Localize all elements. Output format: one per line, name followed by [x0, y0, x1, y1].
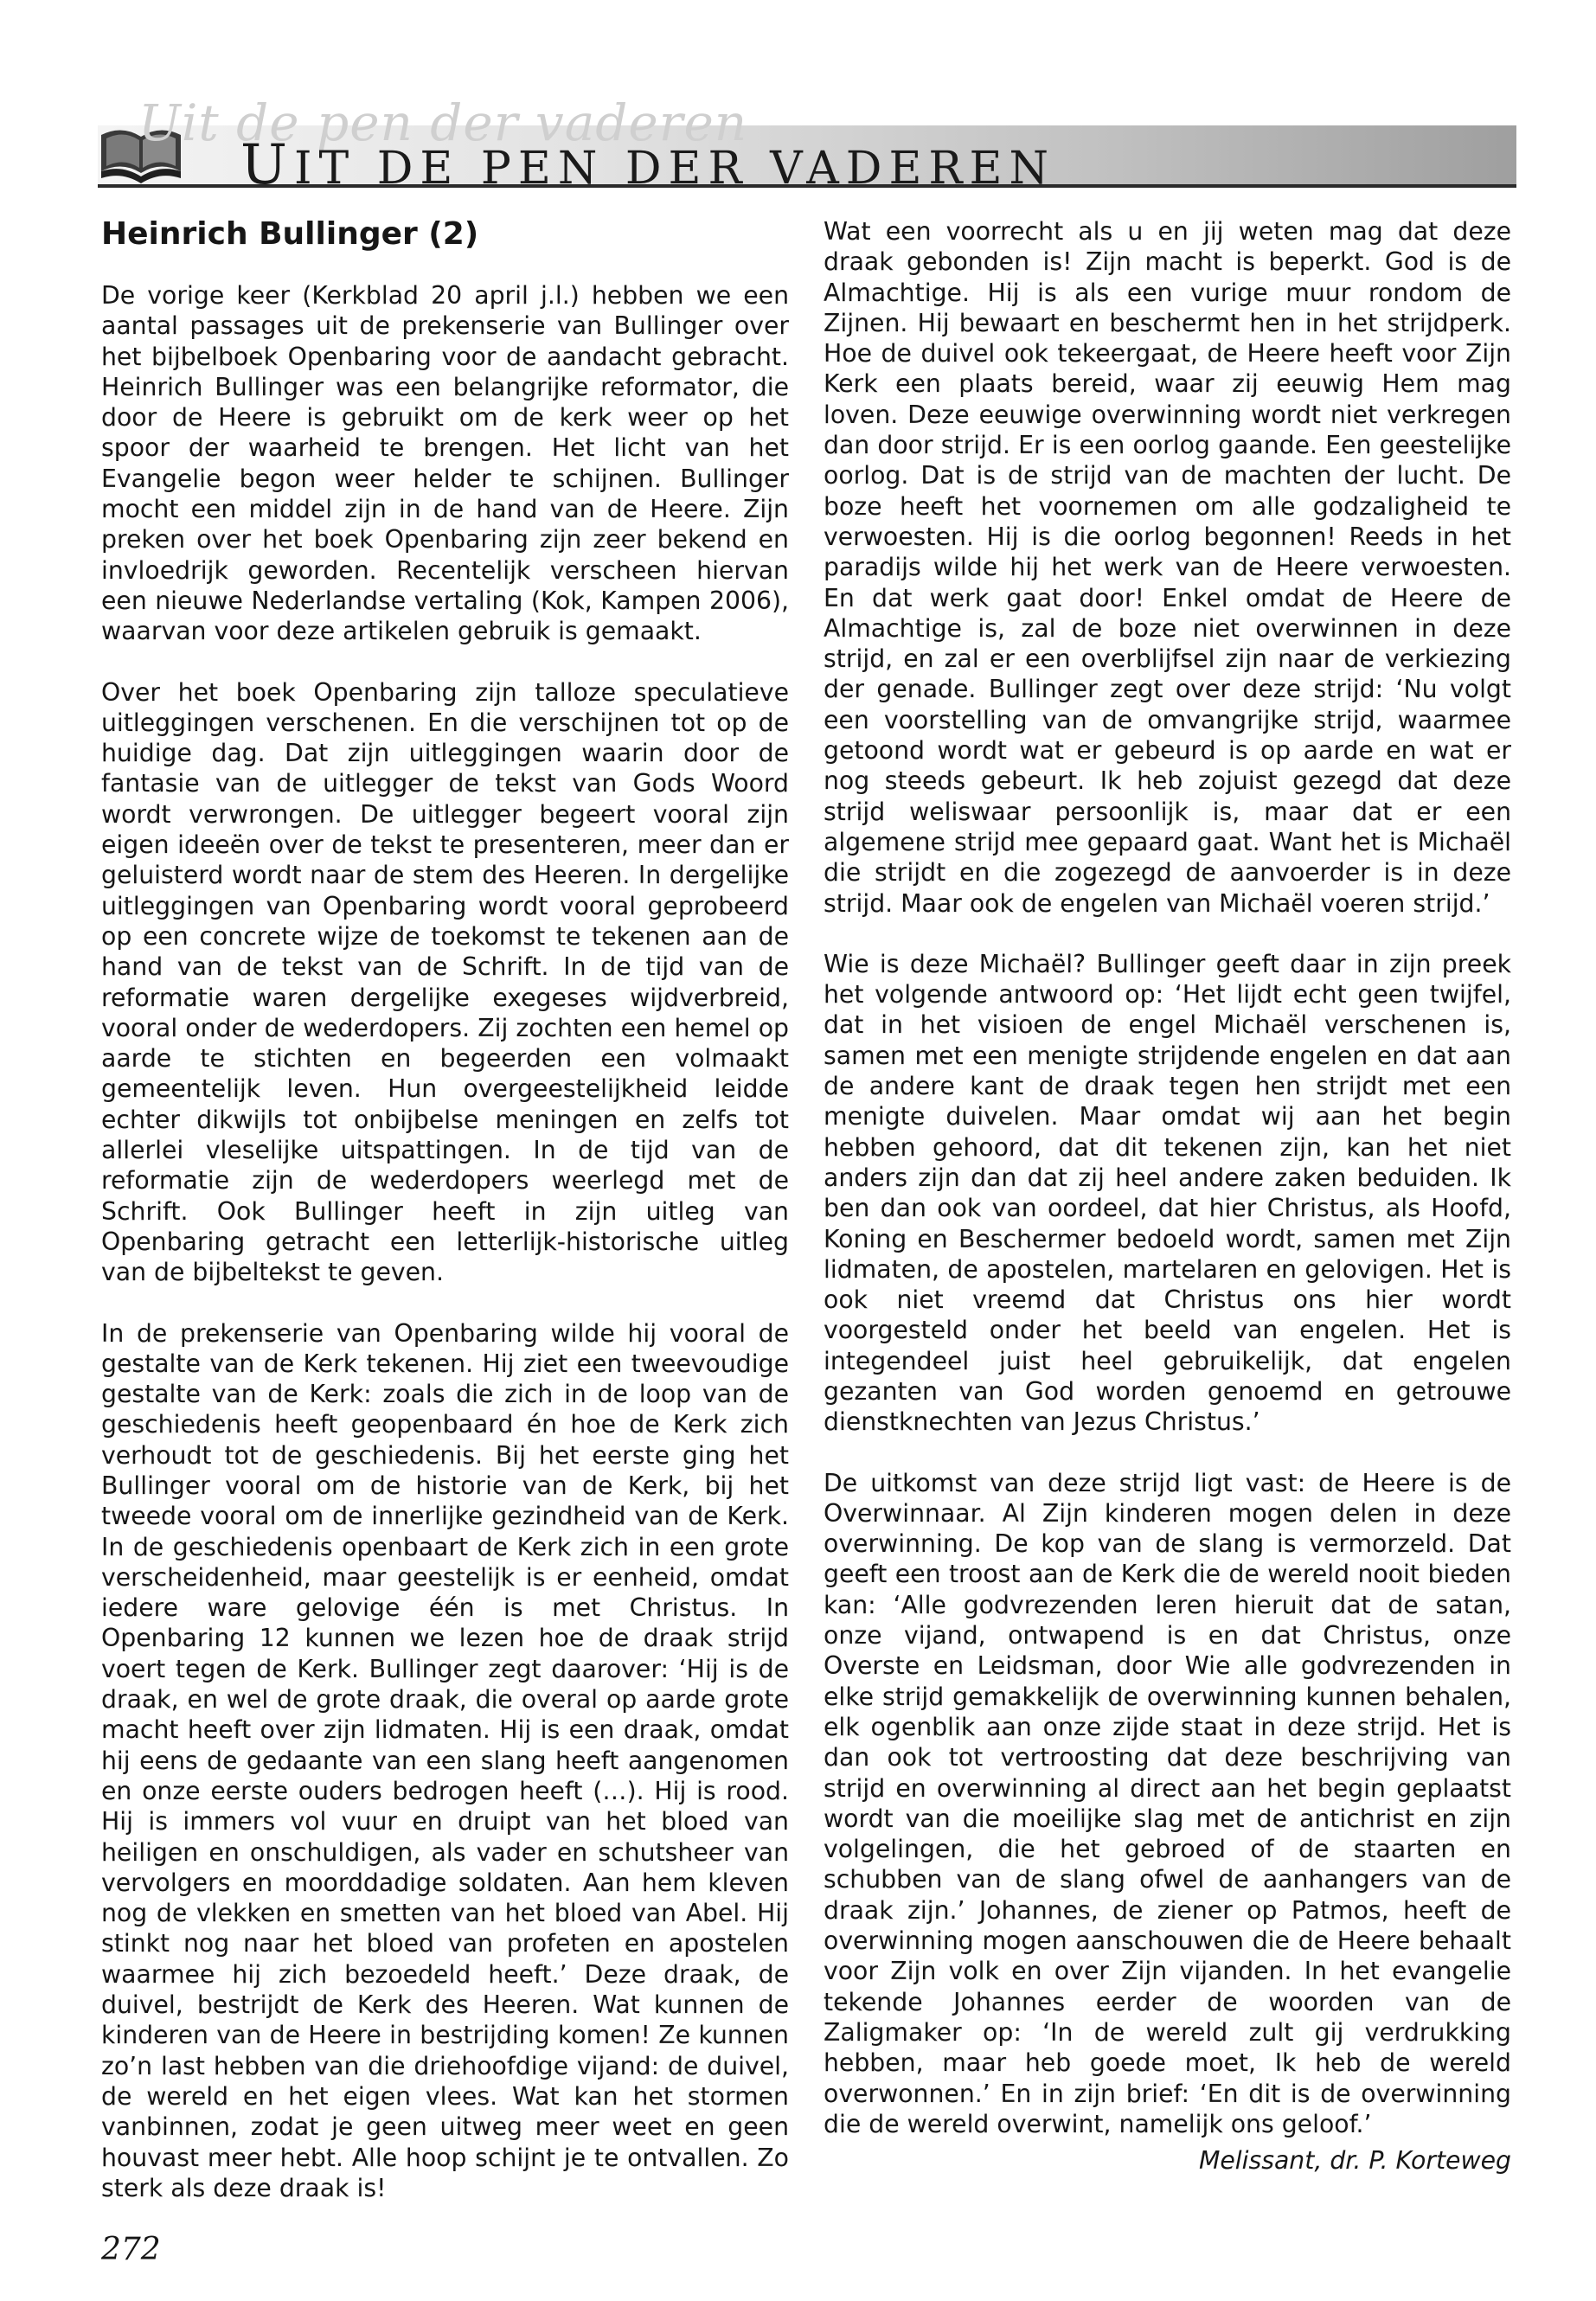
section-title-initial: U [240, 133, 294, 197]
section-title [240, 133, 1055, 197]
paragraph: De uitkomst van deze strijd ligt vast: de Heere is de Overwinnaar. Al Zijn kinderen mogen delen in deze overwinning. De kop van de slang is vermorzeld. Dat geeft een troost aan de Kerk die de wereld nooit bieden kan: ‘Alle godvrezenden leren hieruit dat de satan, onze vijand, ontwapend is en dat Christus, onze Overste en Leidsman, door Wie alle godvrezenden in elke strijd gemakkelijk de overwinning kunnen behalen, elk ogenblik aan onze zijde staat in deze strijd. Het is dan ook tot vertroosting dat deze beschrijving van strijd en overwinning al direct aan het begin geplaatst wordt van die moeilijke slag met de antichrist en zijn volgelingen, die het gebroed of de staarten en schubben van de slang ofwel de aanhangers van de draak zijn.’ Johannes, de ziener op Patmos, heeft de overwinning mogen aanschouwen die de Heere behaalt voor Zijn volk en over Zijn vijanden. In het evangelie tekende Johannes eerder de woorden van de Zaligmaker op: ‘In de wereld zult gij verdrukking hebben, maar heb goede moet, Ik heb de wereld overwonnen.’ En in zijn brief: ‘En dit is de overwinning die de wereld overwint, namelijk ons geloof.’ [824, 1468, 1511, 2138]
paragraph: De vorige keer (Kerkblad 20 april j.l.) hebben we een aantal passages uit de prekenserie van Bullinger over het bijbelboek Openbaring voor de aandacht gebracht. Heinrich Bullinger was een belangrijke reformator, die door de Heere is gebruikt om de kerk weer op het spoor der waarheid te brengen. Het licht van het Evangelie begon weer helder te schijnen. Bullinger mocht een middel zijn in de hand van de Heere. Zijn preken over het boek Openbaring zijn zeer bekend en invloedrijk geworden. Recentelijk verscheen hiervan een nieuwe Nederlandse vertaling (Kok, Kampen 2006), waarvan voor deze artikelen gebruik is gemaakt. [101, 281, 789, 646]
author-signature: Melissant, dr. P. Korteweg [1198, 2146, 1511, 2176]
left-column [101, 216, 789, 2234]
paragraph: Over het boek Openbaring zijn talloze speculatieve uitleggingen verschenen. En die verschijnen tot op de huidige dag. Dat zijn uitleggingen waarin door de fantasie van de uitlegger de tekst van Gods Woord wordt verwrongen. De uitlegger begeert vooral zijn eigen ideeën over de tekst te presenteren, meer dan er geluisterd wordt naar de stem des Heeren. In dergelijke uitleggingen van Openbaring wordt vooral geprobeerd op een concrete wijze de toekomst te tekenen aan de hand van de tekst van de Schrift. In de tijd van de reformatie waren dergelijke exegeses wijdverbreid, vooral onder de wederdopers. Zij zochten een hemel op aarde te stichten en begeerden een volmaakt gemeentelijk leven. Hun overgeestelijkheid leidde echter dikwijls tot onbijbelse meningen en zelfs tot allerlei vleselijke uitspattingen. In de tijd van de reformatie zijn de wederdopers weerlegd met de Schrift. Ook Bullinger heeft in zijn uitleg van Openbaring getracht een letterlijk-historische uitleg van de bijbeltekst te geven. [101, 677, 789, 1287]
decorative-script-title: Uit de pen der vaderen [138, 93, 748, 152]
article-title: Heinrich Bullinger (2) [101, 216, 479, 252]
page-number: 272 [101, 2232, 161, 2267]
paragraph: Wie is deze Michaël? Bullinger geeft daar in zijn preek het volgende antwoord op: ‘Het lijdt echt geen twijfel, dat in het visioen de engel Michaël verschenen is, samen met een menigte strijdende engelen en dat aan de andere kant de draak tegen hen strijdt met een menigte duivelen. Maar omdat wij aan het begin hebben gehoord, dat dit tekenen zijn, kan het niet anders zijn dan dat zij heel andere zaken beduiden. Ik ben dan ook van oordeel, dat hier Christus, als Hoofd, Koning en Beschermer bedoeld wordt, samen met Zijn lidmaten, de apostelen, martelaren en gelovigen. Het is ook niet vreemd dat Christus ons hier wordt voorgesteld onder het beeld van engelen. Het is integendeel juist heel gebruikelijk, dat engelen gezanten van God worden genoemd en getrouwe dienstknechten van Jezus Christus.’ [824, 949, 1511, 1437]
right-column [824, 216, 1511, 2176]
paragraph: Wat een voorrecht als u en jij weten mag dat deze draak gebonden is! Zijn macht is beperkt. God is de Almachtige. Hij is als een vurige muur rondom de Zijnen. Hij bewaart en beschermt hen in het strijdperk. Hoe de duivel ook tekeergaat, de Heere heeft voor Zijn Kerk een plaats bereid, waar zij eeuwig Hem mag loven. Deze eeuwige overwinning wordt niet verkregen dan door strijd. Er is een oorlog gaande. Een geestelijke oorlog. Dat is de strijd van de machten der lucht. De boze heeft het voornemen om alle godzaligheid te verwoesten. Hij is die oorlog begonnen! Reeds in het paradijs wilde hij het werk van de Heere verwoesten. En dat werk gaat door! Enkel omdat de Heere de Almachtige is, zal de boze niet overwinnen in deze strijd, en zal er een overblijfsel zijn naar de verkiezing der genade. Bullinger zegt over deze strijd: ‘Nu volgt een voorstelling van de omvangrijke strijd, waarmee getoond wordt wat er gebeurd is op aarde en wat er nog steeds gebeurt. Ik heb zojuist gezegd dat deze strijd weliswaar persoonlijk is, maar dat er een algemene strijd mee gepaard gaat. Want het is Michaël die strijdt en die zogezegd de aanvoerder is in deze strijd. Maar ook de engelen van Michaël voeren strijd.’ [824, 217, 1511, 918]
paragraph: In de prekenserie van Openbaring wilde hij vooral de gestalte van de Kerk tekenen. Hij ziet een tweevoudige gestalte van de Kerk: zoals die zich in de loop van de geschiedenis heeft geopenbaard én hoe de Kerk zich verhoudt tot de geschiedenis. Bij het eerste ging het Bullinger vooral om de historie van de Kerk, bij het tweede vooral om de innerlijke gezindheid van de Kerk. In de geschiedenis openbaart de Kerk zich in een grote verscheidenheid, maar geestelijk is er eenheid, omdat iedere ware gelovige één is met Christus. In Openbaring 12 kunnen we lezen hoe de draak strijd voert tegen de Kerk. Bullinger zegt daarover: ‘Hij is de draak, en wel de grote draak, die overal op aarde grote macht heeft over zijn lidmaten. Hij is een draak, omdat hij eens de gedaante van een slang heeft aangenomen en onze eerste ouders bedrogen heeft (…). Hij is rood. Hij is immers vol vuur en druipt van het bloed van heiligen en onschuldigen, als vader en schutsheer van vervolgers en moorddadige soldaten. Aan hem kleven nog de vlekken en smetten van het bloed van Abel. Hij stinkt nog naar het bloed van profeten en apostelen waarmee hij zich bezoedeld heeft.’ Deze draak, de duivel, bestrijdt de Kerk des Heeren. Wat kunnen de kinderen van de Heere in bestrijding komen! Ze kunnen zo’n last hebben van die driehoofdige vijand: de duivel, de wereld en het eigen vlees. Wat kan het stormen vanbinnen, zodat je geen uitweg meer weet en geen houvast meer hebt. Alle hoop schijnt je te ontvallen. Zo sterk als deze draak is! [101, 1318, 789, 2202]
section-title-rest: IT DE PEN DER VADEREN [293, 143, 1056, 195]
